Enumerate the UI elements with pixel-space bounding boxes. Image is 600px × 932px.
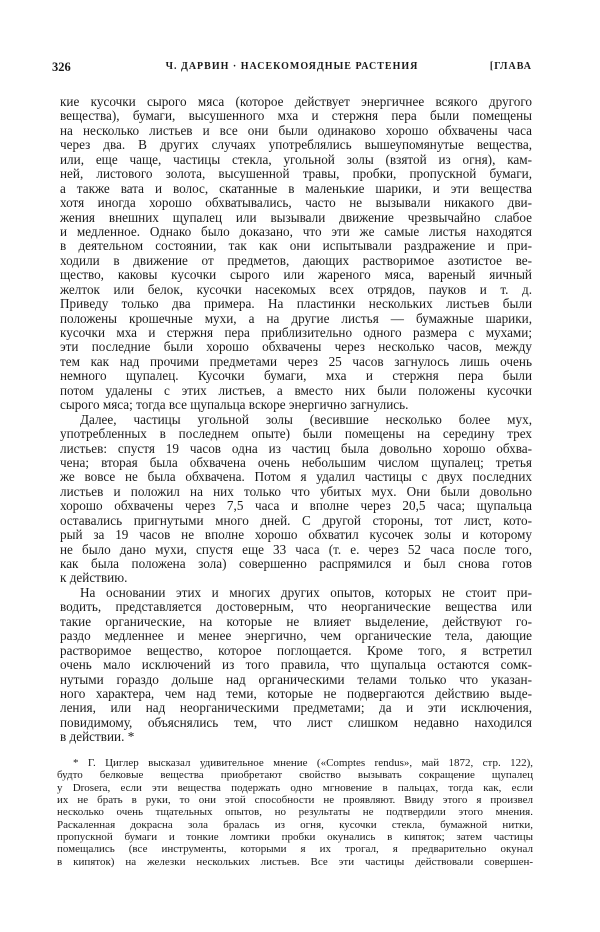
- text-line: не было дано мухи, спустя еще 33 часа (т. е. через 52 часа после того,: [60, 541, 532, 557]
- footnote-line: помещались (все инструменты, которыми я их трогал, я предварительно окунал: [57, 843, 533, 856]
- text-line: оставались пригнутыми много дней. С другой стороны, тот лист, кото-: [60, 512, 532, 528]
- text-line: на несколько листьев и все они были одинаково хорошо обхвачены часа: [60, 122, 532, 138]
- text-line: в деятельном состоянии, так как они испытывали раздражение и при-: [60, 238, 532, 254]
- text-line: чена; вторая была обхвачена очень небольшим числом щупалец; третья: [60, 454, 532, 470]
- text-line: потом удалены с этих листьев, а вместо них были положены кусочки: [60, 382, 532, 398]
- text-line: очень мало исключений из того правила, что щупальца остаются сомк-: [60, 657, 532, 673]
- text-line: ходили в движение от предметов, дающих растворимое азотистое ве-: [60, 252, 532, 268]
- text-line: раздо медленнее и менее энергично, чем органические тела, дающие: [60, 628, 532, 644]
- text-line: ления, или над неорганическими предметами; да и эти исключения,: [60, 700, 532, 716]
- text-line: водить, представляется достоверным, что неорганические вещества или: [60, 599, 532, 615]
- footnote-line: Раскаленная докрасна зола бралась из огня, кусочки стекла, бумажной нитки,: [57, 818, 533, 831]
- text-line: употребленных в последнем опыте) были помещены на середину трех: [60, 426, 532, 442]
- text-line: щество, каковы кусочки сырого или жареного мяса, вареный яичный: [60, 267, 532, 283]
- text-line: или, еще чаще, частицы стекла, угольной золы (взятой из огня), кам-: [60, 151, 532, 167]
- text-line: Приведу только два примера. На пластинки нескольких листьев были: [60, 296, 532, 312]
- paragraph: [60, 95, 532, 413]
- footnote-line: их не брать в руки, то они этой способности не проявляют. Ввиду этого я произвел: [57, 794, 533, 807]
- footnote: [57, 757, 533, 868]
- text-line: листьев: спустя 19 часов одна из частиц была довольно хорошо обхва-: [60, 440, 532, 456]
- text-line: эти последние были хорошо обхвачены через несколько часов, между: [60, 339, 532, 355]
- paragraph: [60, 413, 532, 586]
- footnote-line: в кипяток) на железки нескольких листьев. Все эти частицы действовали совершен-: [57, 855, 533, 868]
- text-line: желток или белок, кусочки насекомых всех отрядов, пауков и т. д.: [60, 281, 532, 297]
- text-line: ного характера, чем над теми, которые не подвергаются действию выде-: [60, 685, 532, 701]
- text-line: тем как над прочими предметами через 25 часов загнулось лишь очень: [60, 353, 532, 369]
- text-line: ней, листового золота, высушенной травы, пробки, пропускной бумаги,: [60, 166, 532, 182]
- running-header: [52, 60, 532, 76]
- text-line: такие органические, на которые не влияет выделение, действуют го-: [60, 613, 532, 629]
- text-line: Далее, частицы угольной золы (весившие несколько более мух,: [80, 411, 532, 427]
- text-line: же вовсе не была обхвачена. Потом я удалил частицы с двух последних: [60, 469, 532, 485]
- running-title: Ч. ДАРВИН · НАСЕКОМОЯДНЫЕ РАСТЕНИЯ: [165, 61, 419, 72]
- text-line: к действию.: [60, 570, 128, 586]
- text-line: жения внешних щупалец или вызывали движение чрезвычайно слабое: [60, 209, 532, 225]
- text-line: листьев и положил на них только что убитых мух. Они были довольно: [60, 483, 532, 499]
- text-line: На основании этих и многих других опытов, которых не стоит при-: [80, 584, 532, 600]
- text-line: сырого мяса; тогда все щупальца вскоре энергично загнулись.: [60, 397, 409, 413]
- text-line: рый за 19 часов не вполне хорошо обхватил кусочек золы и которому: [60, 527, 532, 543]
- text-line: хорошо обхвачены через 7,5 часа и вполне через 20,5 часа; щупальца: [60, 498, 532, 514]
- text-line: хотя иногда хорошо обхватывались, часто не вызывали никакого дви-: [60, 195, 532, 211]
- text-line: как была положена зола) совершенно распрямился и был снова готов: [60, 556, 532, 571]
- footnote-line: несколько очень тщательных опытов, но результаты не подтвердили этого мнения.: [57, 806, 533, 819]
- paragraph: [60, 586, 532, 745]
- text-line: в действии. *: [60, 729, 135, 745]
- text-line: а также вата и волос, скатанные в маленькие шарики, и эти вещества: [60, 180, 532, 196]
- text-line: через два. В других случаях употреблялись вышеупомянутые вещества,: [60, 137, 532, 153]
- chapter-label: [ГЛАВА: [489, 61, 532, 72]
- text-line: положены крошечные мухи, а на другие листья — бумажные шарики,: [60, 310, 532, 326]
- footnote-line: у Drosera, если эти вещества подержать одно мгновение в пальцах, тогда как, если: [57, 781, 533, 794]
- text-line: и медленное. Однако было доказано, что эти же самые листья находятся: [60, 223, 532, 239]
- footnote-line: * Г. Циглер высказал удивительное мнение («Comptes rendus», май 1872, стр. 122),: [73, 757, 533, 769]
- text-line: повидимому, объяснялись тем, что лист слишком недавно находился: [60, 714, 532, 730]
- text-line: вещества), бумаги, высушенного мха и стержня пера были помещены: [60, 108, 532, 124]
- footnote-line: будто белковые вещества приобретают свойство вызывать сокращение щупалец: [57, 769, 533, 782]
- footnote-line: пропускной бумаги и тонкие ломтики пробки окунались в кипяток; затем частицы: [57, 831, 533, 844]
- text-line: немного щупалец. Кусочки бумаги, мха и стержня пера были: [60, 368, 532, 384]
- page-number: 326: [52, 60, 71, 74]
- body-text: [60, 95, 532, 745]
- text-line: растворимое вещество, которое поглощается. Кроме того, я встретил: [60, 642, 532, 658]
- text-line: нутыми гораздо дольше над органическими телами только что указан-: [60, 671, 532, 687]
- text-line: кие кусочки сырого мяса (которое действует энергичнее всякого другого: [60, 94, 532, 109]
- text-line: кусочки мха и стержня пера приблизительно одного размера с мухами;: [60, 325, 532, 340]
